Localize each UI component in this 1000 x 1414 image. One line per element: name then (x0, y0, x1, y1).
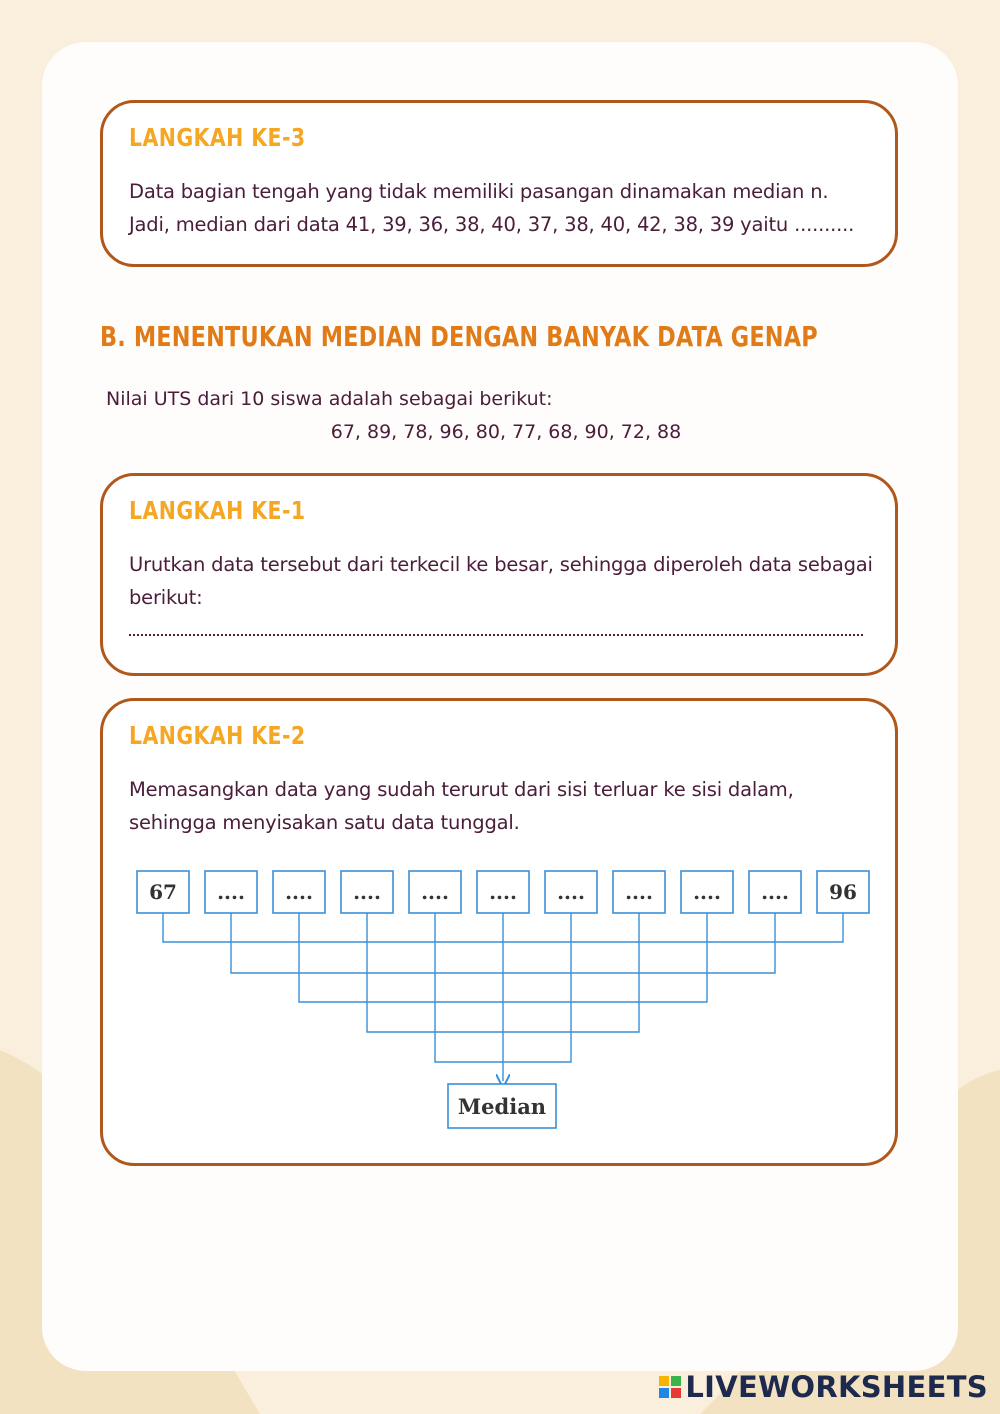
data-box[interactable] (205, 871, 257, 913)
data-box-label: .... (353, 880, 381, 904)
median-pairing-diagram (100, 700, 898, 1140)
data-box[interactable] (273, 871, 325, 913)
data-box-label: .... (693, 880, 721, 904)
median-result-box (448, 1084, 556, 1128)
data-box-label: .... (761, 880, 789, 904)
step3-text: Data bagian tengah yang tidak memiliki pasangan dinamakan median n. Jadi, median dari data 41, 39, 36, 38, 40, 37, 38, 40, 42, 38, 39 yaitu .......... (129, 180, 855, 236)
liveworksheets-brand: LIVEWORKSHEETS (685, 1370, 988, 1404)
section-b-heading: B. MENENTUKAN MEDIAN DENGAN BANYAK DATA GENAP (100, 320, 818, 353)
step3-card (100, 100, 898, 267)
data-box-label: .... (421, 880, 449, 904)
data-box[interactable] (681, 871, 733, 913)
data-box[interactable] (409, 871, 461, 913)
data-box[interactable] (749, 871, 801, 913)
data-box[interactable] (477, 871, 529, 913)
data-box-label: .... (285, 880, 313, 904)
median-label: Median (457, 1094, 547, 1119)
data-box[interactable] (613, 871, 665, 913)
step1-text: Urutkan data tersebut dari terkecil ke besar, sehingga diperoleh data sebagai berikut: (129, 553, 873, 609)
liveworksheets-logo-icon (659, 1376, 681, 1398)
data-box-label: 67 (149, 880, 177, 904)
step2-text: Memasangkan data yang sudah terurut dari sisi terluar ke sisi dalam, sehingga menyisakan satu data tunggal. (129, 778, 794, 834)
liveworksheets-logo (659, 1370, 988, 1404)
data-box-label: .... (625, 880, 653, 904)
step2-title: LANGKAH KE-2 (129, 721, 306, 750)
data-box[interactable] (341, 871, 393, 913)
step1-card (100, 473, 898, 676)
data-box (137, 871, 189, 913)
section-b-intro: Nilai UTS dari 10 siswa adalah sebagai berikut: (106, 388, 553, 410)
data-box-label: .... (489, 880, 517, 904)
data-box-label: .... (217, 880, 245, 904)
step1-title: LANGKAH KE-1 (129, 496, 306, 525)
data-box-label: 96 (829, 880, 857, 904)
data-box (817, 871, 869, 913)
section-b-values: 67, 89, 78, 96, 80, 77, 68, 90, 72, 88 (330, 421, 682, 443)
step3-title: LANGKAH KE-3 (129, 123, 306, 152)
data-box-label: .... (557, 880, 585, 904)
answer-dotted-line[interactable] (129, 634, 863, 636)
data-box[interactable] (545, 871, 597, 913)
